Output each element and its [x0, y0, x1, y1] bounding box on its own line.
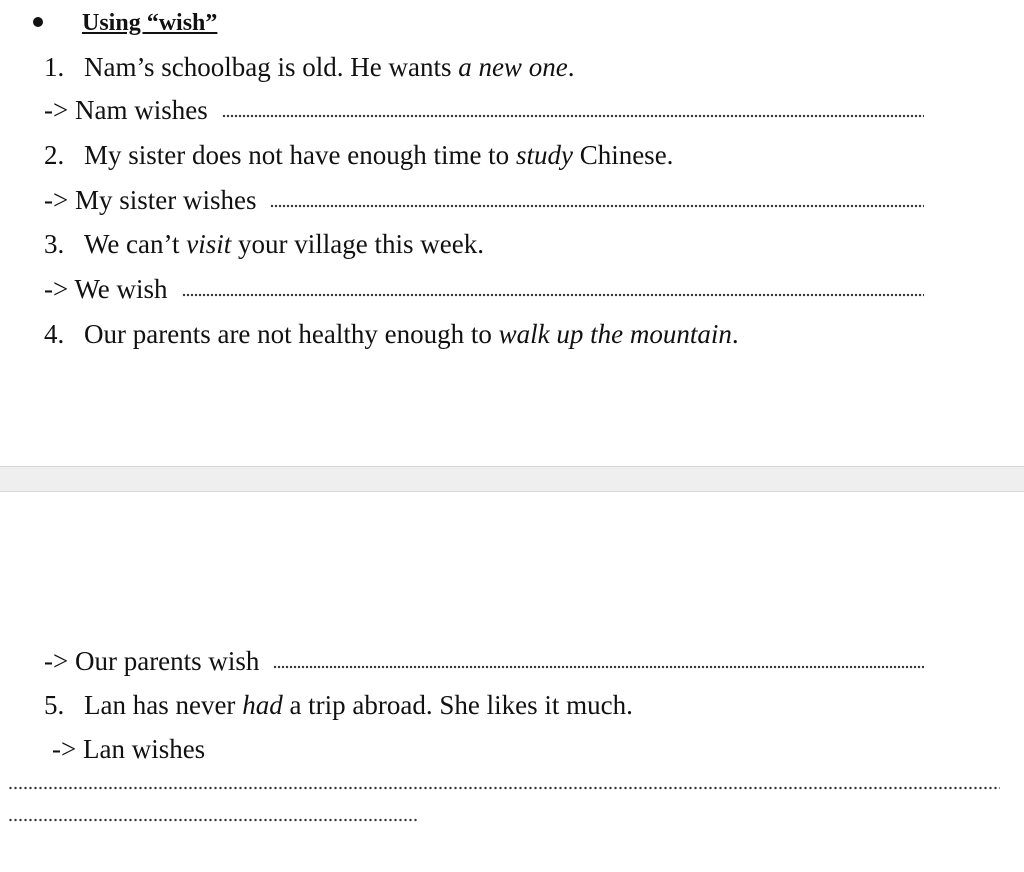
question-number: 4. — [44, 319, 65, 349]
question-italic: walk up the mountain — [498, 319, 732, 349]
question-number: 1. — [44, 52, 65, 82]
question-italic: a new one — [458, 52, 568, 82]
document-page-2 — [0, 492, 1024, 872]
question-end: a trip abroad. She likes it much. — [282, 690, 633, 720]
question-number: 5. — [44, 690, 65, 720]
answer-prefix: -> We wish — [44, 274, 168, 304]
question-italic: had — [242, 690, 283, 720]
question-text: Our parents are not healthy enough to — [84, 319, 499, 349]
question-italic: study — [515, 140, 573, 170]
question-end: . — [731, 319, 739, 349]
answer-blank-long[interactable] — [8, 786, 1000, 790]
question-3 — [44, 227, 484, 261]
question-text: Nam’s schoolbag is old. He wants — [84, 52, 459, 82]
answer-line-3[interactable] — [44, 272, 924, 306]
answer-prefix: -> Lan wishes — [52, 734, 206, 764]
answer-blank[interactable] — [222, 114, 924, 118]
answer-prefix: -> Our parents wish — [44, 646, 260, 676]
question-4 — [44, 317, 739, 351]
answer-line-2[interactable] — [44, 183, 924, 217]
question-text: My sister does not have enough time to — [84, 140, 516, 170]
question-number: 2. — [44, 140, 65, 170]
answer-line-5 — [52, 732, 205, 766]
question-end: your village this week. — [231, 229, 484, 259]
answer-line-4[interactable] — [44, 644, 924, 678]
answer-prefix: -> My sister wishes — [44, 185, 257, 215]
answer-blank[interactable] — [270, 204, 924, 208]
question-italic: visit — [186, 229, 232, 259]
answer-blank[interactable] — [182, 293, 924, 297]
section-heading: Using “wish” — [82, 10, 218, 36]
bullet-icon — [33, 17, 43, 27]
question-5 — [44, 688, 633, 722]
answer-blank[interactable] — [273, 665, 924, 669]
question-end: . — [567, 52, 575, 82]
question-text: Lan has never — [84, 690, 243, 720]
question-text: We can’t — [84, 229, 187, 259]
question-end: Chinese. — [572, 140, 674, 170]
answer-blank-short[interactable] — [8, 818, 418, 822]
answer-line-1[interactable] — [44, 93, 924, 127]
question-number: 3. — [44, 229, 65, 259]
answer-prefix: -> Nam wishes — [44, 95, 208, 125]
question-1 — [44, 50, 574, 84]
page-break — [0, 466, 1024, 492]
question-2 — [44, 138, 673, 172]
